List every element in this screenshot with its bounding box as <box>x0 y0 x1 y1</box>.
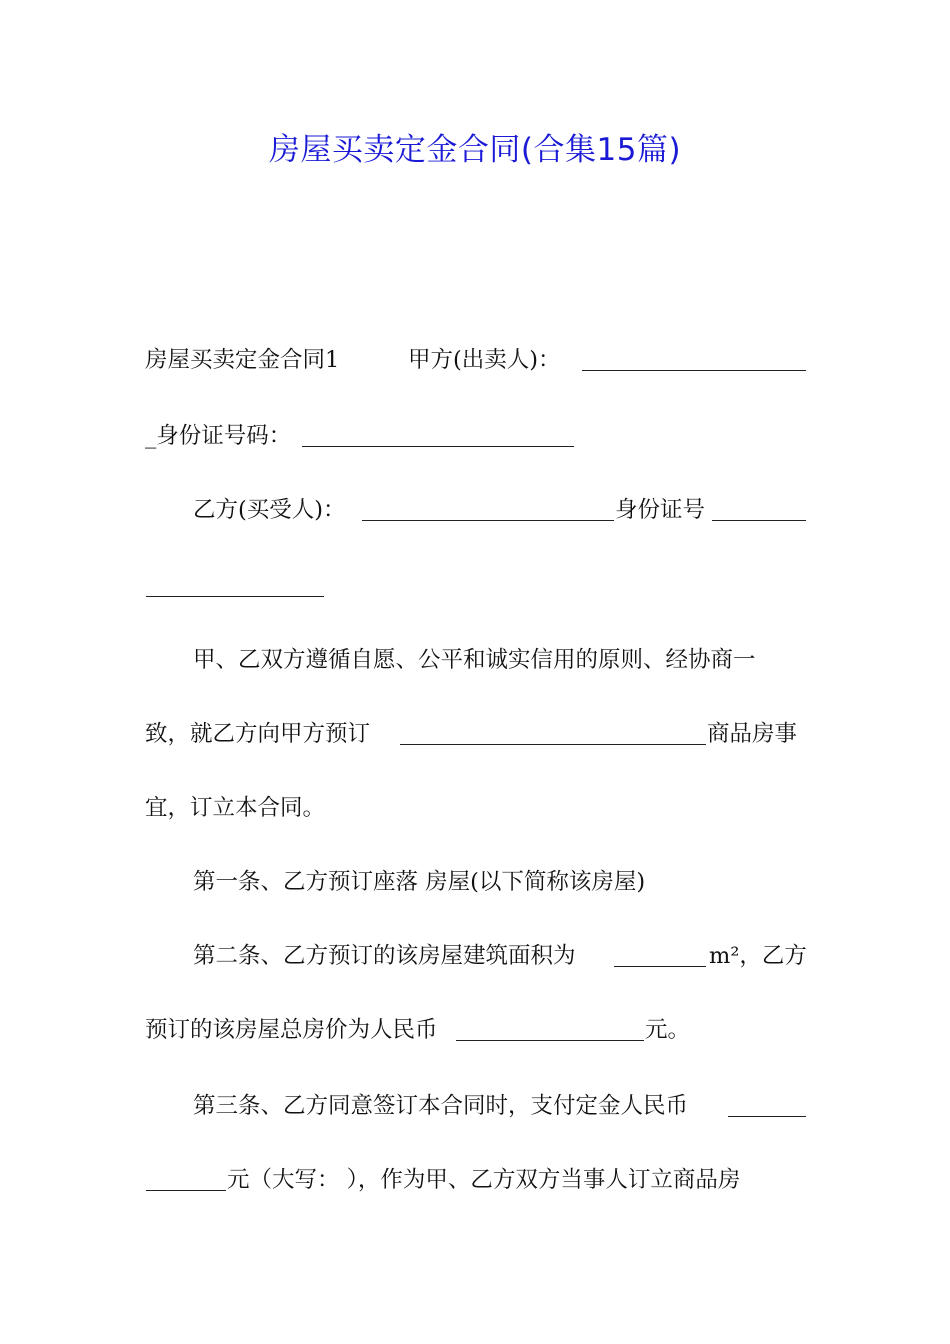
paragraph-text: 致，就乙方向甲方预订 <box>145 721 371 747</box>
party-a-label: 甲方(出卖人)： <box>408 347 561 373</box>
text-line <box>145 344 807 376</box>
text-line <box>145 1090 807 1122</box>
text-line <box>145 570 807 602</box>
party-b-id-blank[interactable] <box>712 500 806 521</box>
text-line <box>145 420 807 452</box>
party-b-blank[interactable] <box>362 500 614 521</box>
text-line <box>145 718 807 750</box>
paragraph-text: 元。 <box>645 1017 691 1043</box>
document-title: 房屋买卖定金合同(合集15篇) <box>268 132 682 168</box>
party-a-blank[interactable] <box>582 350 806 371</box>
total-price-blank[interactable] <box>456 1020 644 1041</box>
area-unit-text: m²，乙方 <box>709 943 807 969</box>
paragraph-text: 商品房事 <box>707 721 798 747</box>
area-blank[interactable] <box>614 946 706 967</box>
text-line <box>145 792 807 824</box>
paragraph-text: 预订的该房屋总房价为人民币 <box>145 1017 438 1043</box>
party-b-label: 乙方(买受人)： <box>193 497 346 523</box>
paragraph-text: 元（大写： ），作为甲、乙方双方当事人订立商品房 <box>227 1167 741 1193</box>
id-number-blank[interactable] <box>302 426 574 447</box>
text-line <box>145 940 807 972</box>
text-line <box>145 1164 807 1196</box>
article-3-text: 第三条、乙方同意签订本合同时，支付定金人民币 <box>193 1093 689 1119</box>
article-1-text: 第一条、乙方预订座落 房屋(以下简称该房屋) <box>193 869 646 895</box>
property-blank[interactable] <box>400 724 706 745</box>
contract-heading-1: 房屋买卖定金合同1 <box>145 347 340 373</box>
paragraph-text: 甲、乙双方遵循自愿、公平和诚实信用的原则、经协商一 <box>193 647 756 673</box>
text-line <box>145 644 807 676</box>
text-line <box>145 1014 807 1046</box>
party-b-id-label: 身份证号 <box>615 497 706 523</box>
paragraph-text: 宜，订立本合同。 <box>145 795 326 821</box>
article-2-text: 第二条、乙方预订的该房屋建筑面积为 <box>193 943 576 969</box>
deposit-blank-cont[interactable] <box>146 1170 226 1191</box>
party-b-id-blank-cont[interactable] <box>146 576 324 597</box>
text-line <box>145 866 807 898</box>
id-number-label: _身份证号码： <box>145 423 292 449</box>
deposit-blank[interactable] <box>728 1096 806 1117</box>
text-line <box>145 494 807 526</box>
